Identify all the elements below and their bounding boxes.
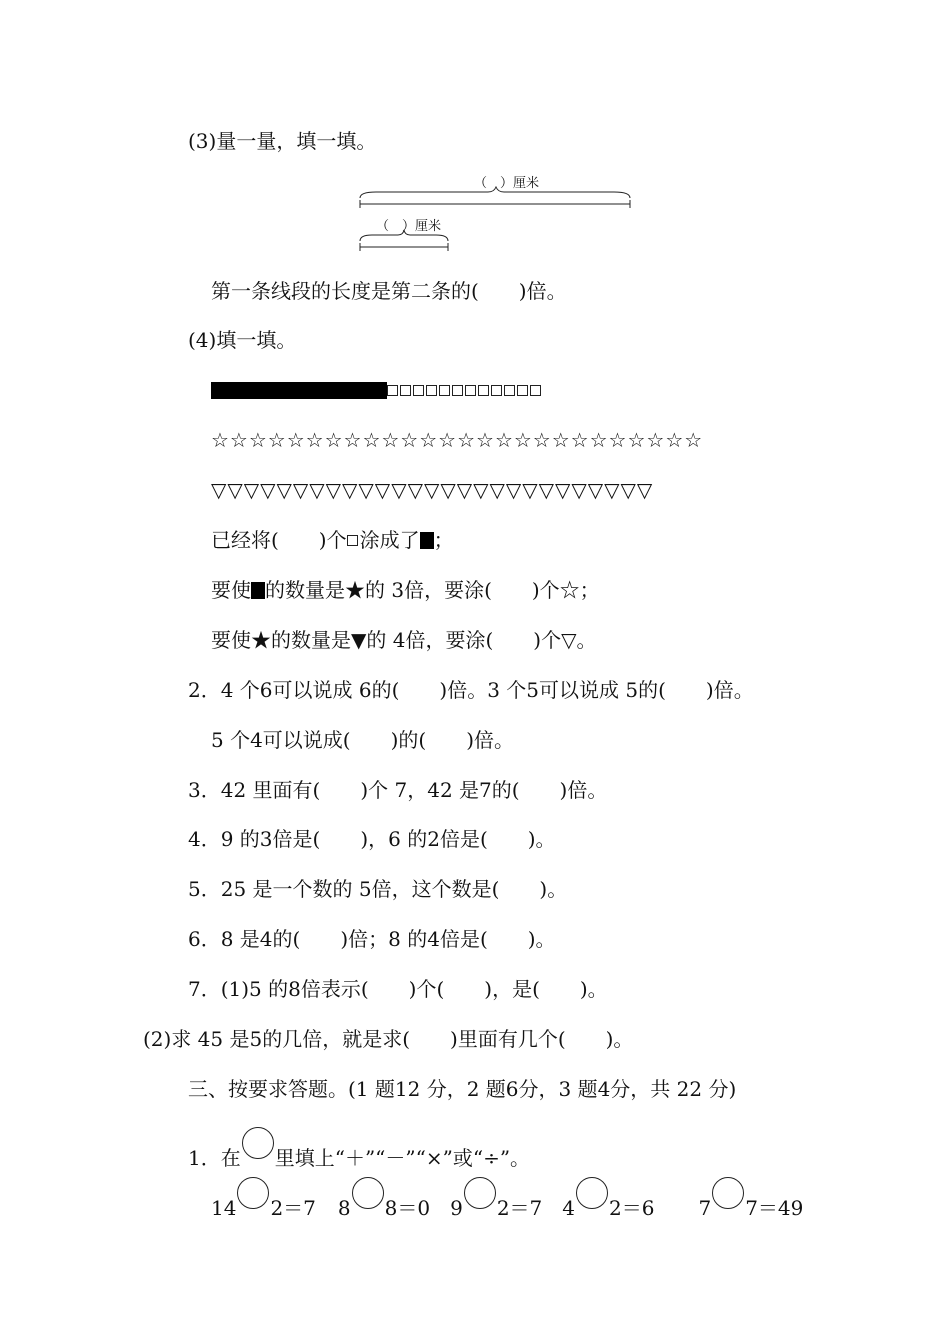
equation xyxy=(338,1196,430,1220)
q3-heading: (3)量一量，填一填。 xyxy=(188,129,377,153)
star-row: ☆☆☆☆☆☆☆☆☆☆☆☆☆☆☆☆☆☆☆☆☆☆☆☆☆☆ xyxy=(211,428,704,452)
filled-square-icon xyxy=(420,532,434,549)
equation-left: 14 xyxy=(211,1196,237,1220)
equation-left: 8 xyxy=(337,1196,351,1220)
q4-line2-text-b: 的数量是★的 3倍，要涂( )个☆； xyxy=(265,578,600,602)
equation xyxy=(450,1196,542,1220)
empty-square-icon xyxy=(478,385,489,396)
equation-left: 9 xyxy=(450,1196,463,1220)
equation-right: 2＝7 xyxy=(270,1196,316,1220)
filled-square-icon xyxy=(227,382,243,399)
equation xyxy=(562,1196,654,1220)
q3-conclusion: 第一条线段的长度是第二条的( )倍。 xyxy=(211,279,567,303)
operator-circle-input[interactable] xyxy=(352,1177,384,1209)
circle-blank-icon xyxy=(242,1127,274,1159)
question-3: 3．42 里面有( )个 7，42 是7的( )倍。 xyxy=(188,778,608,802)
empty-square-icon xyxy=(465,385,476,396)
equation-right: 2＝7 xyxy=(496,1196,543,1220)
filled-square-icon xyxy=(211,382,227,399)
filled-square-icon xyxy=(243,382,259,399)
equation-row xyxy=(211,1177,803,1222)
empty-square-icon xyxy=(413,385,424,396)
empty-square-icon xyxy=(439,385,450,396)
empty-square-icon xyxy=(504,385,515,396)
empty-square-icon xyxy=(530,385,541,396)
equation-right: 8＝0 xyxy=(384,1196,431,1220)
equation-right: 7＝49 xyxy=(745,1196,804,1220)
square-row xyxy=(211,376,543,404)
filled-square-icon xyxy=(371,382,387,399)
q4-line1 xyxy=(211,526,454,554)
empty-square-icon xyxy=(491,385,502,396)
empty-square-icon xyxy=(517,385,528,396)
question-6: 6．8 是4的( )倍；8 的4倍是( )。 xyxy=(188,927,556,951)
q4-line3: 要使★的数量是▼的 4倍，要涂( )个▽。 xyxy=(211,628,597,652)
q4-line1-text-b: 涂成了 xyxy=(359,528,420,552)
filled-square-icon xyxy=(259,382,275,399)
question-2-line1: 2．4 个6可以说成 6的( )倍。3 个5可以说成 5的( )倍。 xyxy=(188,678,754,702)
empty-square-icon xyxy=(400,385,411,396)
q4-line1-text-a: 已经将( )个 xyxy=(211,528,347,552)
question-5: 5．25 是一个数的 5倍，这个数是( )。 xyxy=(188,877,568,901)
filled-square-icon xyxy=(251,582,265,599)
operator-circle-input[interactable] xyxy=(712,1177,744,1209)
triangle-row: ▽▽▽▽▽▽▽▽▽▽▽▽▽▽▽▽▽▽▽▽▽▽▽▽▽▽▽ xyxy=(211,478,654,502)
equation xyxy=(698,1196,803,1220)
long-segment-diagram xyxy=(356,186,636,216)
filled-square-icon xyxy=(275,382,291,399)
short-segment-label: （ ）厘米 xyxy=(376,219,442,234)
q4-line2 xyxy=(211,576,600,604)
equation-right: 2＝6 xyxy=(609,1196,655,1220)
equation xyxy=(211,1196,316,1220)
question-7-part1: 7．(1)5 的8倍表示( )个( )，是( )。 xyxy=(188,977,608,1001)
q4-heading: (4)填一填。 xyxy=(188,328,297,352)
filled-square-icon xyxy=(307,382,323,399)
section-3-heading: 三、按要求答题。(1 题12 分，2 题6分，3 题4分，共 22 分) xyxy=(188,1077,737,1101)
operator-circle-input[interactable] xyxy=(464,1177,496,1209)
q1-text-b: 里填上“＋”“－”“×”或“÷”。 xyxy=(274,1146,531,1170)
equation-left: 4 xyxy=(562,1196,576,1220)
question-7-part2: (2)求 45 是5的几倍，就是求( )里面有几个( )。 xyxy=(143,1027,634,1051)
equation-left: 7 xyxy=(698,1196,712,1220)
empty-square-icon xyxy=(347,535,358,546)
operator-circle-input[interactable] xyxy=(576,1177,608,1209)
filled-squares xyxy=(211,378,387,402)
question-4: 4．9 的3倍是( )，6 的2倍是( )。 xyxy=(188,827,556,851)
filled-square-icon xyxy=(355,382,371,399)
filled-square-icon xyxy=(291,382,307,399)
long-segment-label: （ ）厘米 xyxy=(474,176,540,191)
q4-line1-text-c: ； xyxy=(433,528,454,552)
short-segment-diagram xyxy=(356,229,456,255)
empty-square-icon xyxy=(426,385,437,396)
empty-squares xyxy=(387,378,543,402)
empty-square-icon xyxy=(452,385,463,396)
question-2-line2: 5 个4可以说成( )的( )倍。 xyxy=(211,728,515,752)
operator-circle-input[interactable] xyxy=(237,1177,269,1209)
q1-text-a: 1．在 xyxy=(188,1146,241,1170)
filled-square-icon xyxy=(339,382,355,399)
empty-square-icon xyxy=(387,385,398,396)
section-3-question-1 xyxy=(188,1127,530,1172)
q4-line2-text-a: 要使 xyxy=(211,578,251,602)
filled-square-icon xyxy=(323,382,339,399)
